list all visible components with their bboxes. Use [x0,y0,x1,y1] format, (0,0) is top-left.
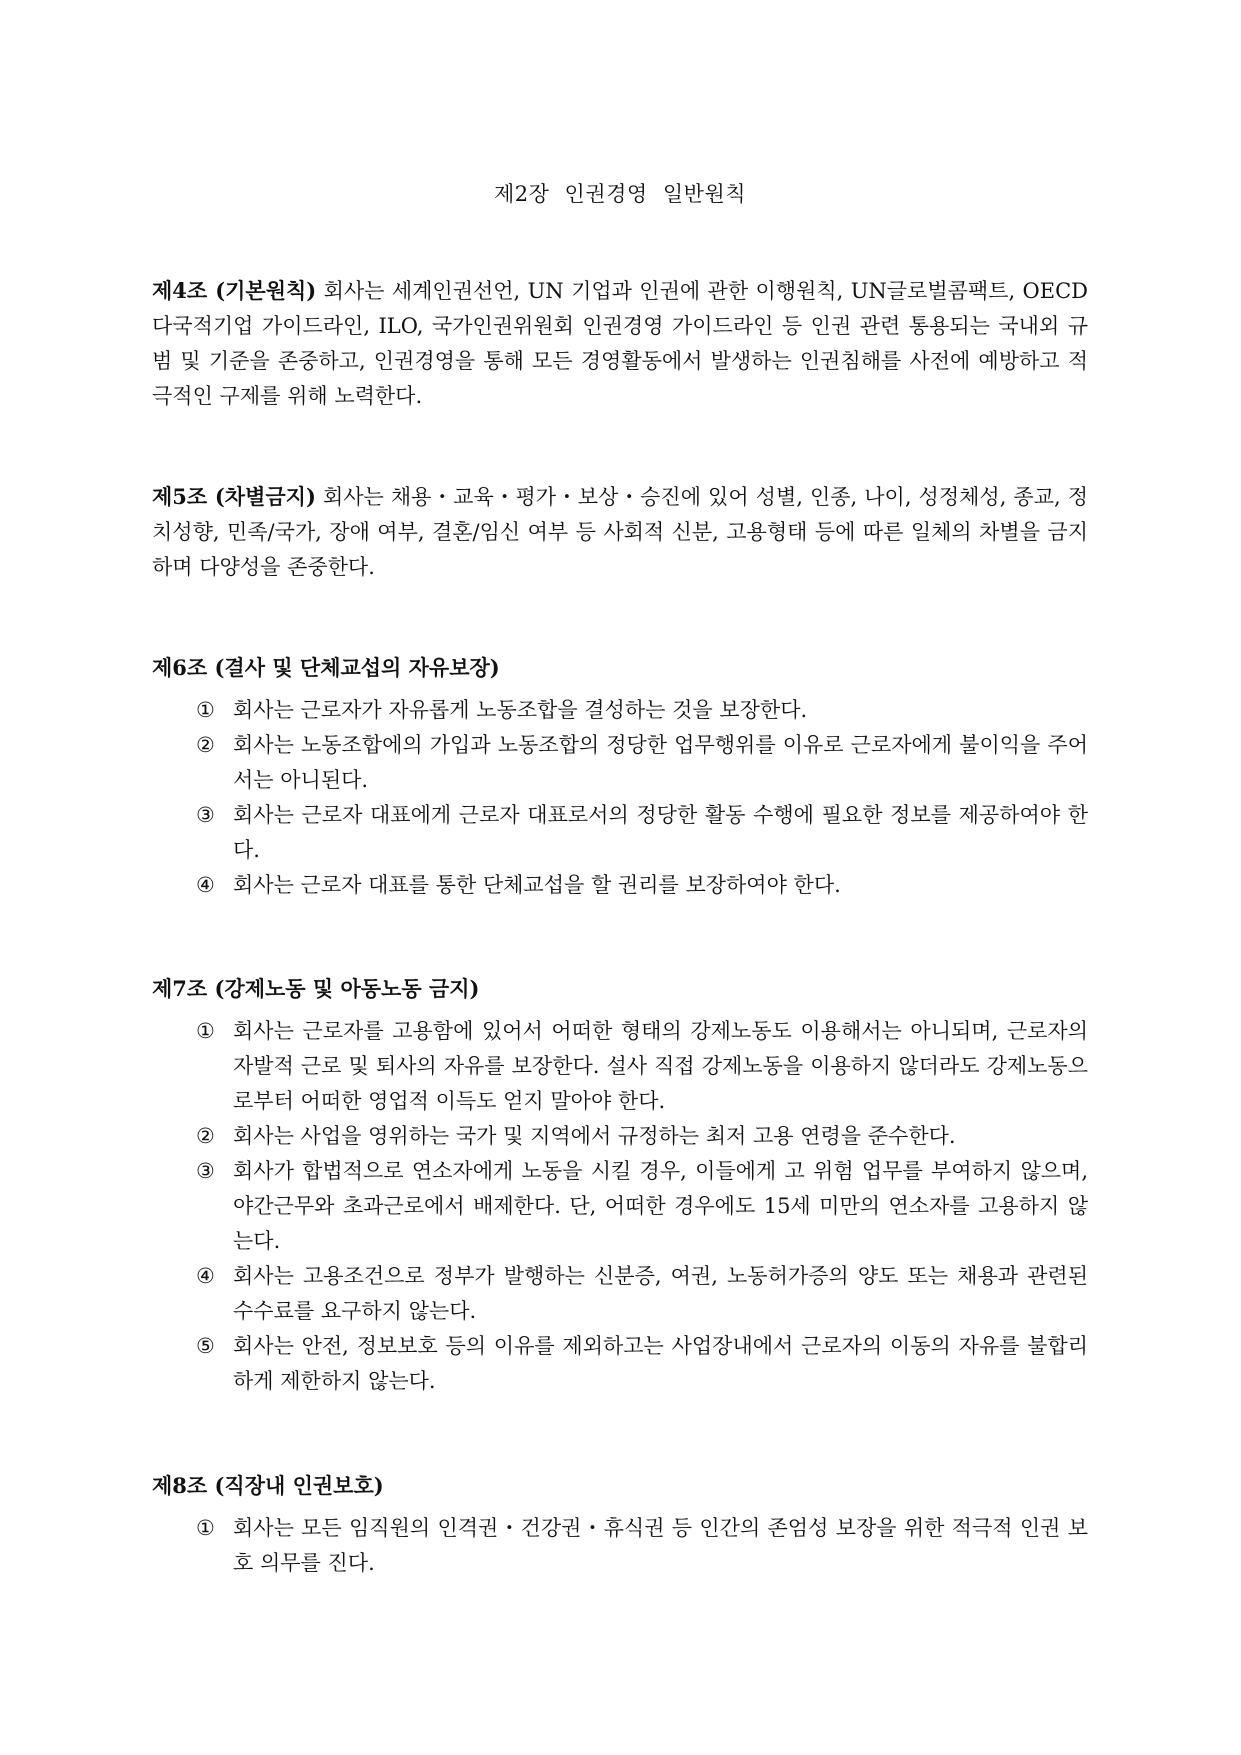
article-7-heading: 제7조 (강제노동 및 아동노동 금지) [152,976,480,1001]
item-text: 회사는 근로자를 고용함에 있어서 어떠한 형태의 강제노동도 이용해서는 아니되며, 근로자의 자발적 근로 및 퇴사의 자유를 보장한다. 설사 직접 강제노동을 이용하지 않더라도 강제노동으로부터 어떠한 영업적 이득도 얻지 말아야 한다. [233,1019,1088,1113]
item-marker: ③ [196,1159,215,1183]
list-item [152,1329,1088,1399]
article-8 [152,1468,1088,1581]
article-8-heading: 제8조 (직장내 인권보호) [152,1473,384,1498]
item-text: 회사가 합법적으로 연소자에게 노동을 시킬 경우, 이들에게 고 위험 업무를 부여하지 않으며, 야간근무와 초과근로에서 배제한다. 단, 어떠한 경우에도 15세 미만의 연소자를 고용하지 않는다. [233,1159,1088,1253]
list-item [152,1259,1088,1329]
item-marker: ② [196,1124,215,1148]
list-item [152,1014,1088,1119]
article-7 [152,971,1088,1399]
item-marker: ① [196,698,215,722]
list-item [152,1154,1088,1259]
article-7-items [152,1014,1088,1399]
item-marker: ② [196,733,215,757]
list-item [152,693,1088,728]
article-4-heading: 제4조 (기본원칙) [152,278,317,303]
chapter-title: 제2장 인권경영 일반원칙 [493,182,747,206]
article-8-items [152,1511,1088,1581]
item-text: 회사는 근로자가 자유롭게 노동조합을 결성하는 것을 보장한다. [233,698,808,722]
item-text: 회사는 고용조건으로 정부가 발행하는 신분증, 여권, 노동허가증의 양도 또는 채용과 관련된 수수료를 요구하지 않는다. [233,1264,1088,1323]
item-marker: ① [196,1516,215,1540]
item-marker: ⑤ [196,1334,215,1358]
item-text: 회사는 안전, 정보보호 등의 이유를 제외하고는 사업장내에서 근로자의 이동의 자유를 불합리하게 제한하지 않는다. [233,1334,1088,1393]
item-text: 회사는 노동조합에의 가입과 노동조합의 정당한 업무행위를 이유로 근로자에게 불이익을 주어서는 아니된다. [233,733,1088,792]
list-item [152,868,1088,903]
item-text: 회사는 모든 임직원의 인격권・건강권・휴식권 등 인간의 존엄성 보장을 위한 적극적 인권 보호 의무를 진다. [233,1516,1088,1575]
item-marker: ③ [196,803,215,827]
article-5-paragraph [152,479,1088,585]
article-6 [152,650,1088,903]
item-text: 회사는 근로자 대표에게 근로자 대표로서의 정당한 활동 수행에 필요한 정보를 제공하여야 한다. [233,803,1088,862]
article-6-heading: 제6조 (결사 및 단체교섭의 자유보장) [152,655,500,680]
list-item [152,798,1088,868]
article-5 [152,479,1088,585]
article-4 [152,273,1088,414]
item-marker: ④ [196,873,215,897]
document-page [152,0,1088,1755]
item-marker: ① [196,1019,215,1043]
list-item [152,728,1088,798]
list-item [152,1119,1088,1154]
article-4-paragraph [152,273,1088,414]
article-4-body: 회사는 세계인권선언, UN 기업과 인권에 관한 이행원칙, UN글로벌콤팩트, OECD 다국적기업 가이드라인, ILO, 국가인권위원회 인권경영 가이드라인 등 인권 관련 통용되는 국내외 규범 및 기준을 존중하고, 인권경영을 통해 모든 경영활동에서 발생하는 인권침해를 사전에 예방하고 적극적인 구제를 위해 노력한다. [152,279,1088,408]
item-text: 회사는 사업을 영위하는 국가 및 지역에서 규정하는 최저 고용 연령을 준수한다. [233,1124,956,1148]
item-text: 회사는 근로자 대표를 통한 단체교섭을 할 권리를 보장하여야 한다. [233,873,841,897]
list-item [152,1511,1088,1581]
article-5-body: 회사는 채용・교육・평가・보상・승진에 있어 성별, 인종, 나이, 성정체성, 종교, 정치성향, 민족/국가, 장애 여부, 결혼/임신 여부 등 사회적 신분, 고용형태 등에 따른 일체의 차별을 금지하며 다양성을 존중한다. [152,485,1088,579]
item-marker: ④ [196,1264,215,1288]
article-6-items [152,693,1088,903]
article-5-heading: 제5조 (차별금지) [152,484,316,509]
